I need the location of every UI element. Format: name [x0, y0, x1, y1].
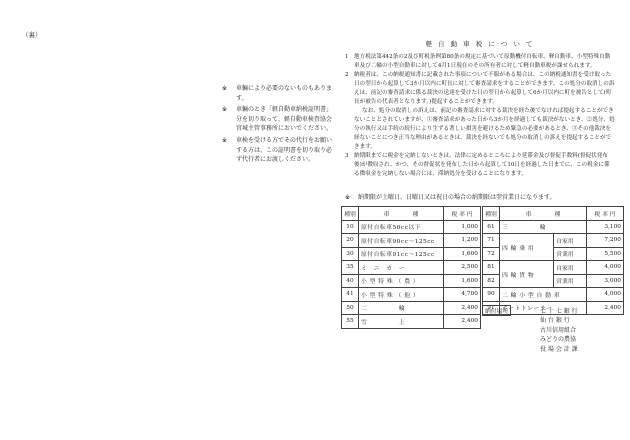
row-vehicle: 二 輪 — [359, 301, 444, 315]
payment-place-label: 納付場所 — [482, 305, 511, 316]
side-note — [222, 136, 332, 165]
side-notes — [222, 84, 332, 167]
row-code: 55 — [342, 315, 359, 329]
row-vehicle: ミ ニ カ ー — [359, 261, 444, 275]
payment-place-item: 七 十 七 銀 行 — [540, 308, 578, 315]
row-code: 20 — [342, 234, 359, 248]
note-text: 車検を受ける方でその代行をお願いする方は、この証明書を切り取り必ず代行者にお渡しください。 — [236, 136, 333, 164]
table-row — [342, 315, 481, 329]
row-category: 四 輪 乗 用 — [500, 234, 554, 261]
item-text: 地方税法第442条の2及び町税条例第80条の規定に基づいて原動機付自転車、軽自動車、小型特殊自動車及び二輪の小型自動車に対して4月1日現在のその所有者に対して軽自動車税が課せられます。 — [354, 54, 611, 69]
document-title: 軽 自 動 車 税 に つ い て — [425, 40, 535, 48]
row-vehicle: 原付自転車50cc以下 — [359, 220, 444, 234]
row-sub: 自家用 — [554, 261, 587, 275]
row-vehicle: 原付自転車90cc〜125cc — [359, 234, 444, 248]
row-rate: 4,000 — [587, 288, 624, 302]
payment-place-item: 古川信用組合 — [540, 326, 577, 334]
explanation-paragraph: なお、処分の取消しの訴えは、前記の審査請求に対する裁決を経た後でなければ提起することができないこととされていますが、①審査請求があった日から3か月を経過しても裁決がないとき、②処分、処分の執行又は手続の続行により生ずる著しい損害を避けるため緊急の必要があるとき、③その他裁決を経ないことにつき正当な理由があるときは、裁決を経ないでも処分の取消しの訴えを提起することができます。 — [354, 108, 615, 150]
deadline-note — [345, 193, 615, 203]
header-code: 種別 — [342, 207, 359, 221]
row-rate: 3,000 — [587, 274, 624, 288]
table-header-row — [483, 207, 624, 221]
row-vehicle: 原付自転車91cc〜125cc — [359, 247, 444, 261]
header-rate: 税 率 円 — [587, 207, 624, 221]
row-code: 41 — [342, 288, 359, 302]
item-number: 2 — [345, 72, 349, 78]
note-mark: ※ — [222, 106, 228, 114]
note-text: 車輛により必要のないものもあります。 — [236, 85, 333, 102]
table-row — [483, 261, 624, 275]
row-sub: 営業用 — [554, 274, 587, 288]
row-rate: 1,600 — [444, 274, 481, 288]
row-code: 82 — [483, 274, 500, 288]
payment-place-item: 仙 台 銀 行 — [540, 317, 570, 325]
row-rate: 4,700 — [444, 288, 481, 302]
table-row — [342, 288, 481, 302]
row-vehicle: 三 輪 — [500, 220, 587, 234]
header-code: 種別 — [483, 207, 500, 221]
table-row — [342, 234, 481, 248]
row-vehicle: ボートトレーラー — [500, 301, 587, 315]
side-note — [222, 105, 332, 134]
table-row — [342, 301, 481, 315]
table-row — [342, 247, 481, 261]
row-vehicle: 二 輪 小 型 自 動 車 — [500, 288, 587, 302]
table-row — [483, 234, 624, 248]
header-rate: 税 率 円 — [444, 207, 481, 221]
row-code: 61 — [483, 220, 500, 234]
row-category: 四 輪 貨 物 — [500, 261, 554, 288]
row-rate: 1,200 — [444, 234, 481, 248]
note-text: 車輛のとき「軽自動車納税証明書」分を切り取って、軽自動車検査協会宮城主管事務所においでください。 — [236, 106, 333, 133]
header-vehicle: 車 種 — [500, 207, 587, 221]
row-rate: 2,400 — [587, 301, 624, 315]
row-code: 71 — [483, 234, 500, 248]
row-code: 72 — [483, 247, 500, 261]
payment-place-item: みどりの農協 — [540, 336, 577, 344]
note-mark: ※ — [345, 194, 351, 201]
item-text: 納期限までに税金を完納しないときは、法律に定めるところにより延滞金及び督促手数料(督促状発布後)が徴収され、かつ、その督促状を発布した日から起算して10日を経過した日までに、この税金に係る徴収金を完納しない場合には、滞納処分を受けることになります。 — [354, 153, 610, 177]
note-mark: ※ — [222, 85, 228, 92]
row-rate: 2,400 — [444, 315, 481, 329]
row-rate: 2,500 — [444, 261, 481, 275]
payment-place-list — [540, 307, 578, 354]
table-row — [342, 220, 481, 234]
row-code: 81 — [483, 261, 500, 275]
item-number: 3 — [345, 153, 349, 159]
explanation-item — [345, 71, 615, 107]
row-code: 90 — [483, 288, 500, 302]
row-rate: 1,600 — [444, 247, 481, 261]
row-rate: 7,200 — [587, 234, 624, 248]
row-sub: 自家用 — [554, 234, 587, 248]
payment-place-block — [482, 305, 511, 316]
row-code: 50 — [342, 301, 359, 315]
row-vehicle: 雪 上 — [359, 315, 444, 329]
table-row — [342, 261, 481, 275]
tax-rate-table-left — [341, 206, 481, 329]
row-rate: 4,000 — [587, 261, 624, 275]
table-header-row — [342, 207, 481, 221]
row-vehicle: 小 型 特 殊 （ 他 ） — [359, 288, 444, 302]
row-code: 30 — [342, 247, 359, 261]
table-row — [483, 220, 624, 234]
item-number: 1 — [345, 54, 349, 60]
payment-place-item: 役 場 会 計 課 — [540, 345, 578, 353]
row-code: 40 — [342, 274, 359, 288]
row-rate: 5,500 — [587, 247, 624, 261]
tax-explanation — [345, 40, 615, 179]
row-rate: 3,100 — [587, 220, 624, 234]
side-note — [222, 84, 332, 103]
table-row — [483, 288, 624, 302]
explanation-item — [345, 152, 615, 179]
note-mark: ※ — [222, 136, 228, 144]
item-text: 納税者は、この納税通知書に記載された事項について不服がある場合は、この納税通知書を受け取った日の翌日から起算して3か月以内に町長に対して審査請求をすることができます。この処分の取消しの訴えは、前記の審査請求に係る裁決の送達を受けた日の翌日から起算して6か月以内に町を被告として(町長が被告の代表者となります。)提起することができます。 — [354, 72, 615, 105]
row-rate: 1,000 — [444, 220, 481, 234]
tax-rate-table-right — [482, 206, 624, 315]
explanation-item — [345, 53, 615, 71]
header-vehicle: 車 種 — [359, 207, 444, 221]
row-rate: 2,400 — [444, 301, 481, 315]
note-text: 納期限が土曜日、日曜日又は祝日の場合の納期限は翌営業日になります。 — [357, 194, 556, 201]
back-side-label: （裏） — [22, 31, 42, 39]
row-code: 91 — [483, 301, 500, 315]
table-row — [342, 274, 481, 288]
row-vehicle: 小 型 特 殊 （ 農 ） — [359, 274, 444, 288]
row-code: 35 — [342, 261, 359, 275]
row-code: 10 — [342, 220, 359, 234]
row-sub: 営業用 — [554, 247, 587, 261]
